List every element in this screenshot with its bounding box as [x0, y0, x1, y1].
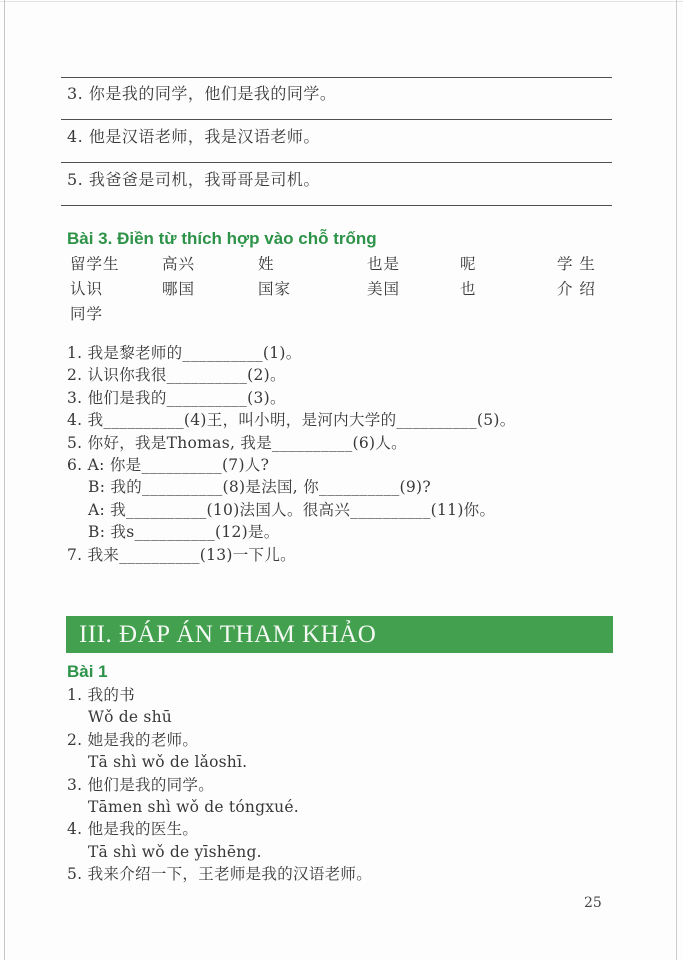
answer-pinyin: Tā shì wǒ de lǎoshī.: [88, 753, 248, 772]
word-bank-word: 哪国: [162, 280, 196, 298]
exercise-item: 6. A: 你是__________(7)人?: [67, 456, 270, 475]
bai1-answers: [67, 684, 647, 886]
word-bank-word: 美国: [367, 280, 401, 298]
answers-section-banner: III. ĐÁP ÁN THAM KHẢO: [66, 616, 613, 653]
page-left-edge: [4, 0, 5, 960]
exercise-item: 1. 我是黎老师的__________(1)。: [67, 344, 302, 362]
word-bank-word: 也: [460, 280, 477, 298]
answer-hanzi: 4. 他是我的医生。: [67, 820, 199, 839]
exercise-item: A: 我__________(10)法国人。很高兴__________(11)你。: [88, 500, 496, 519]
answer-hanzi: 1. 我的书: [67, 686, 136, 704]
word-bank-word: 高兴: [162, 255, 196, 273]
page-top-edge: [0, 1, 683, 2]
answer-pinyin: Tāmen shì wǒ de tóngxué.: [88, 798, 299, 817]
answer-hanzi: 2. 她是我的老师。: [67, 730, 199, 749]
word-bank-word: 学 生: [557, 255, 596, 273]
exercise-item: 7. 我来__________(13)一下儿。: [67, 545, 296, 564]
word-bank: [70, 252, 625, 327]
bai1-heading: Bài 1: [67, 662, 108, 681]
word-bank-word: 认识: [70, 280, 104, 298]
exercise-item: 4. 我__________(4)王，叫小明，是河内大学的__________(5)。: [67, 411, 516, 430]
page-number: 25: [584, 895, 602, 911]
word-bank-word: 也是: [367, 255, 401, 273]
writing-line: [61, 162, 612, 163]
word-bank-word: 介 绍: [557, 280, 596, 298]
exercise3-heading: Bài 3. Điền từ thích hợp vào chỗ trống: [67, 229, 377, 248]
exercise-item: 3. 他们是我的__________(3)。: [67, 388, 286, 407]
exercise3-items: [67, 342, 647, 566]
sentence-item: 5. 我爸爸是司机，我哥哥是司机。: [67, 170, 320, 189]
exercise-item: 2. 认识你我很__________(2)。: [67, 366, 286, 385]
word-bank-word: 呢: [460, 255, 477, 273]
writing-line: [61, 77, 612, 78]
page-right-edge: [676, 0, 677, 960]
exercise-item: B: 我s__________(12)是。: [88, 523, 280, 542]
exercise-item: B: 我的__________(8)是法国, 你__________(9)?: [88, 478, 432, 497]
exercise-item: 5. 你好，我是Thomas, 我是__________(6)人。: [67, 433, 407, 452]
writing-line: [61, 205, 612, 206]
sentence-item: 3. 你是我的同学，他们是我的同学。: [67, 84, 337, 103]
word-bank-word: 同学: [70, 305, 104, 323]
answer-hanzi: 5. 我来介绍一下，王老师是我的汉语老师。: [67, 865, 373, 884]
answer-pinyin: Tā shì wǒ de yīshēng.: [88, 842, 262, 861]
answer-hanzi: 3. 他们是我的同学。: [67, 775, 215, 794]
sentence-item: 4. 他是汉语老师，我是汉语老师。: [67, 127, 320, 146]
word-bank-word: 姓: [258, 255, 275, 273]
answer-pinyin: Wǒ de shū: [88, 708, 172, 727]
word-bank-word: 留学生: [70, 255, 120, 273]
word-bank-word: 国家: [258, 280, 292, 298]
writing-line: [61, 119, 612, 120]
